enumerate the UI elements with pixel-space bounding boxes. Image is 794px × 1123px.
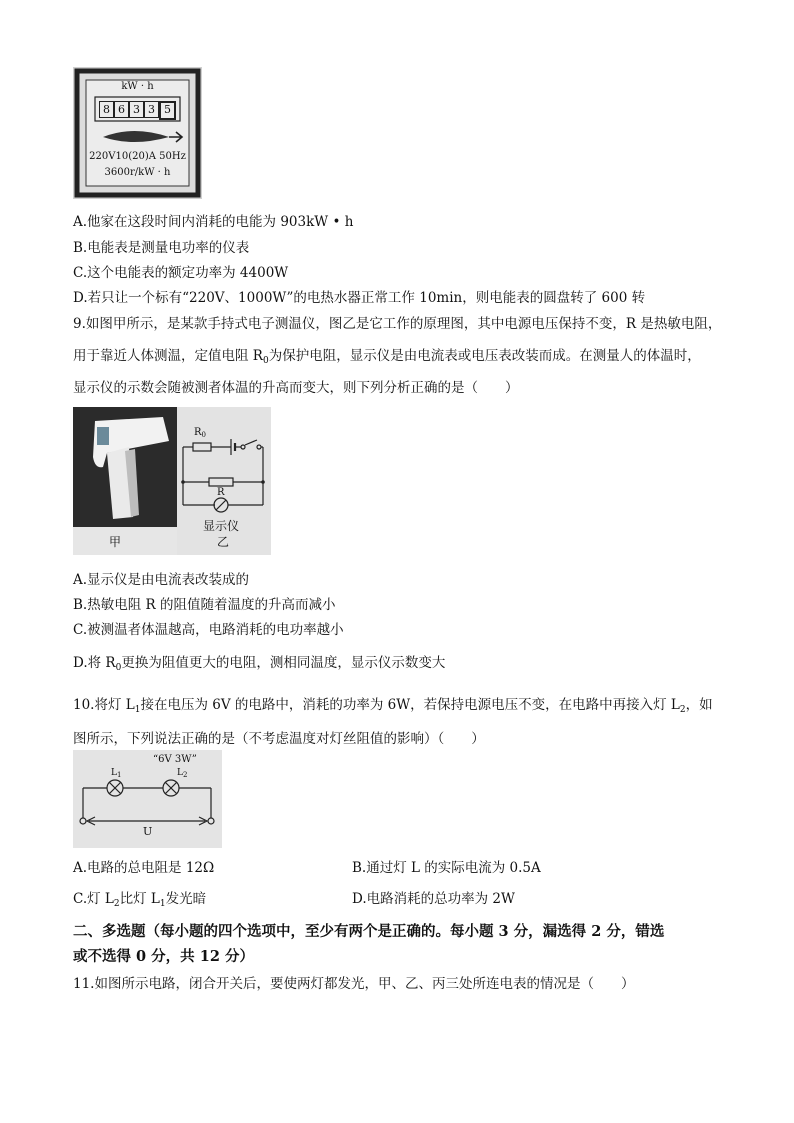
subscript: 2 — [113, 899, 120, 909]
q10-option-d: D.电路消耗的总功率为 2W — [352, 891, 515, 907]
figure-label-jia: 甲 — [109, 535, 122, 549]
section-heading-line-2: 或不选得 0 分，共 12 分） — [73, 948, 254, 965]
label-r0 — [194, 427, 206, 439]
q9-option-a: A.显示仪是由电流表改装成的 — [73, 572, 250, 588]
meter-spec-2: 3600r/kW · h — [104, 167, 171, 178]
label-r: R — [217, 487, 225, 498]
lamp-l2-label — [177, 768, 187, 779]
thermometer-circuit-figure — [177, 407, 271, 555]
q10-option-c — [73, 887, 206, 909]
q9-stem-line-1: 9.如图甲所示，是某款手持式电子测温仪，图乙是它工作的原理图，其中电源电压保持不变，R 是热敏电阻， — [73, 316, 722, 332]
q10-stem-text: 10.将灯 L — [73, 697, 135, 713]
q9-stem-text: 用于靠近人体测温，定值电阻 R — [73, 348, 263, 364]
q10-stem-line-2: 图所示，下列说法正确的是（不考虑温度对灯丝阻值的影响）（ ） — [73, 731, 485, 747]
series-lamps-circuit-figure — [73, 750, 222, 848]
meter-spec-1: 220V10(20)A 50Hz — [89, 151, 186, 162]
q9-option-c: C.被测温者体温越高，电路消耗的电功率越小 — [73, 622, 344, 638]
q9-stem-line-2 — [73, 344, 701, 366]
meter-digits — [99, 101, 176, 120]
electric-meter-figure — [73, 67, 202, 199]
q9-option-d — [73, 651, 445, 673]
q9-option-b: B.热敏电阻 R 的阻值随着温度的升高而减小 — [73, 597, 336, 613]
subscript: 0 — [201, 431, 206, 439]
subscript: 0 — [262, 356, 269, 366]
label-display: 显示仪 — [203, 519, 240, 533]
meter-digit: 8 — [99, 101, 114, 118]
option-text: 更换为阻值更大的电阻，测相同温度，显示仪示数变大 — [121, 655, 446, 671]
q10-option-a: A.电路的总电阻是 12Ω — [73, 860, 215, 876]
subscript: 1 — [116, 771, 122, 779]
subscript: 1 — [159, 899, 166, 909]
lamp-l1-label — [111, 768, 121, 779]
thermometer-photo-figure — [73, 407, 177, 555]
meter-digit: 5 — [159, 101, 176, 120]
lamp-label-text: L — [177, 768, 183, 778]
q8-option-d: D.若只让一个标有“220V、1000W”的电热水器正常工作 10min，则电能表的圆盘转了 600 转 — [73, 290, 646, 306]
subscript: 2 — [182, 771, 188, 779]
q10-option-b: B.通过灯 L 的实际电流为 0.5A — [352, 860, 541, 876]
meter-digit: 6 — [114, 101, 129, 118]
q8-option-a: A.他家在这段时间内消耗的电能为 903kW • h — [73, 214, 354, 230]
lamp-label-text: L — [111, 768, 117, 778]
option-text: 发光暗 — [165, 891, 207, 907]
q10-stem-line-1 — [73, 693, 713, 715]
q8-option-c: C.这个电能表的额定功率为 4400W — [73, 265, 289, 281]
subscript: 2 — [679, 705, 686, 715]
option-text: 比灯 L — [119, 891, 160, 907]
subscript: 1 — [134, 705, 141, 715]
option-text: D.将 R — [73, 655, 116, 671]
meter-digit: 3 — [129, 101, 144, 118]
q8-option-b: B.电能表是测量电功率的仪表 — [73, 240, 250, 256]
figure-label-yi: 乙 — [217, 535, 230, 549]
subscript: 0 — [115, 663, 122, 673]
option-text: C.灯 L — [73, 891, 114, 907]
section-heading-line-1: 二、多选题（每小题的四个选项中，至少有两个是正确的。每小题 3 分，漏选得 2 分，错选 — [73, 923, 665, 940]
meter-unit-label: kW · h — [121, 81, 154, 92]
label-r0-text: R — [194, 427, 202, 438]
q10-stem-text: ，如 — [685, 697, 713, 713]
q10-stem-text: 接在电压为 6V 的电路中，消耗的功率为 6W，若保持电源电压不变，在电路中再接入灯 L — [140, 697, 680, 713]
q9-stem-text: 为保护电阻，显示仪是由电流表或电压表改装而成。在测量人的体温时， — [268, 348, 701, 364]
q9-stem-line-3: 显示仪的示数会随被测者体温的升高而变大，则下列分析正确的是（ ） — [73, 380, 519, 396]
voltage-u-label: U — [143, 825, 153, 838]
meter-digit: 3 — [144, 101, 159, 118]
lamp-rating-label: “6V 3W” — [153, 754, 197, 765]
q11-stem: 11.如图所示电路，闭合开关后，要使两灯都发光，甲、乙、丙三处所连电表的情况是（ ） — [73, 976, 635, 992]
